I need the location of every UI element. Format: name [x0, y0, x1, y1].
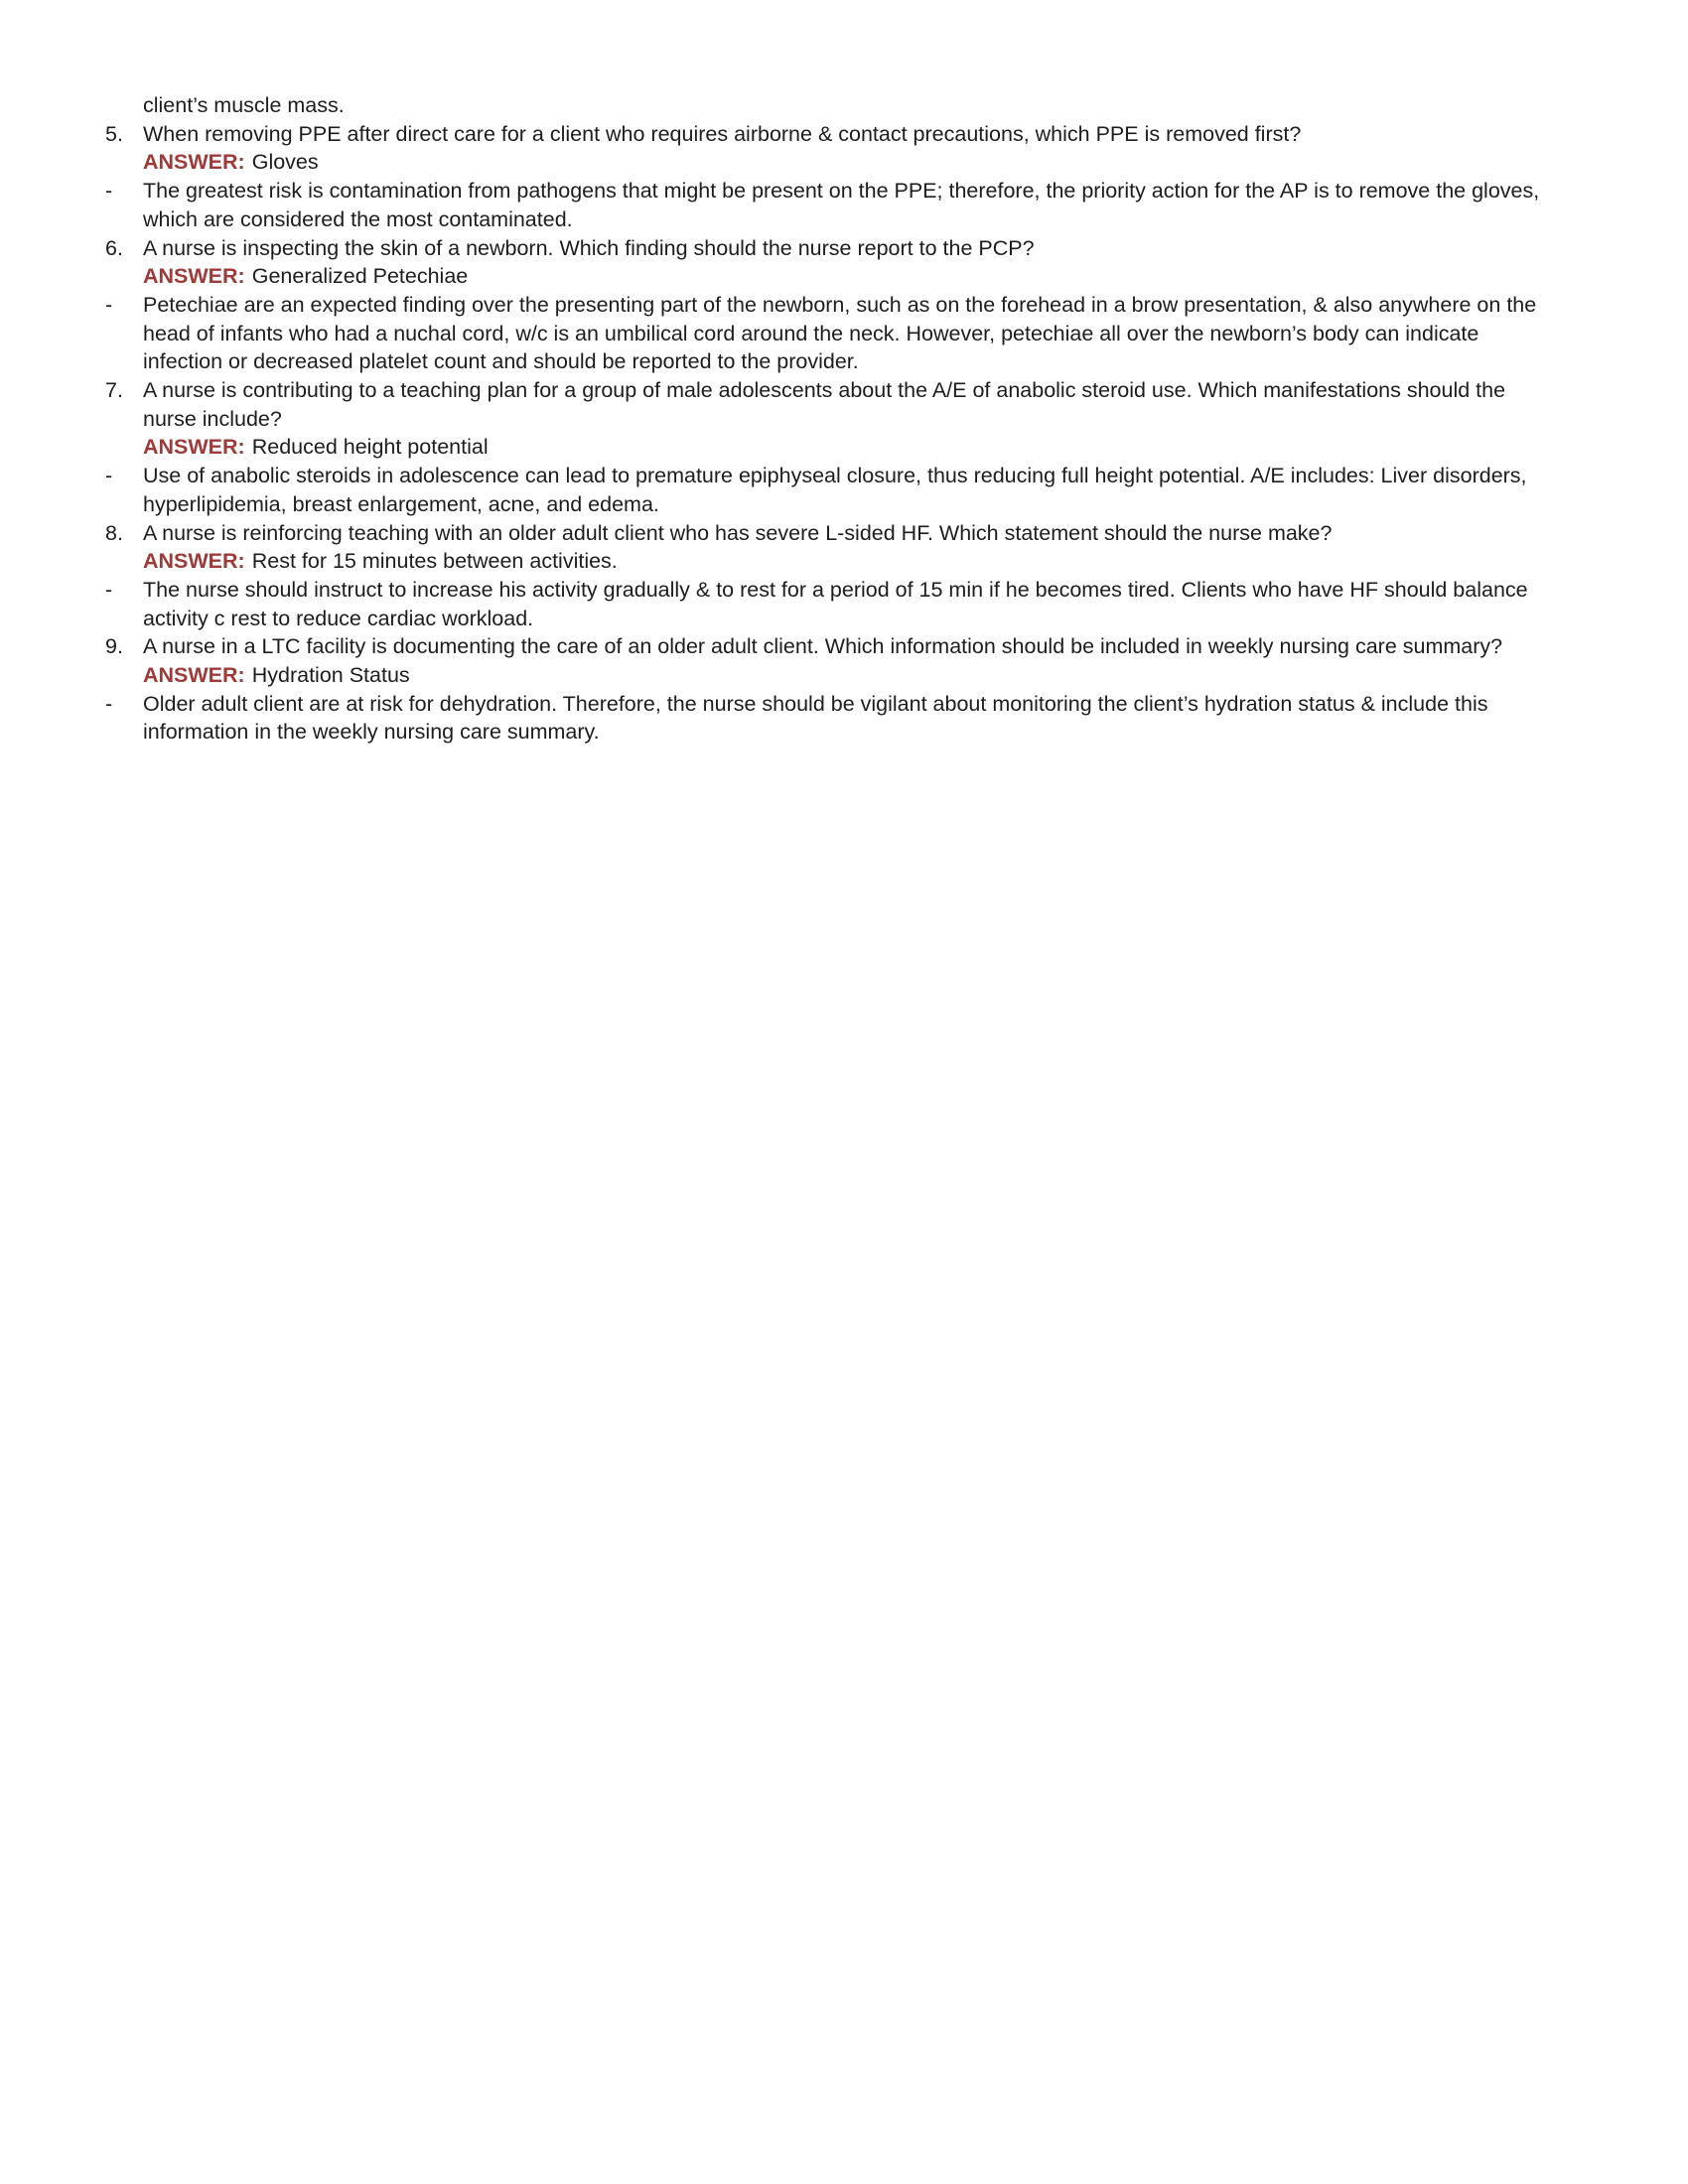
- explanation-dash: -: [105, 691, 113, 716]
- answer-line: [143, 547, 1549, 576]
- explanation-text: Older adult client are at risk for dehydration. Therefore, the nurse should be vigilant about monitoring the client’s hydration status & include this information in the weekly nursing care summary.: [143, 691, 1488, 745]
- continuation-line: client’s muscle mass.: [143, 93, 345, 117]
- question-number: 7.: [105, 378, 123, 403]
- answer-text: Gloves: [251, 150, 319, 175]
- explanation-row: [105, 177, 1549, 233]
- explanation-dash: -: [105, 464, 113, 488]
- answer-label: ANSWER:: [143, 435, 245, 460]
- answer-label: ANSWER:: [143, 663, 245, 688]
- answer-line: [143, 148, 1549, 177]
- question-row: [105, 632, 1549, 689]
- answer-label: ANSWER:: [143, 549, 245, 574]
- continuation-row: [105, 91, 1549, 120]
- explanation-dash: -: [105, 577, 113, 602]
- question-row: [105, 519, 1549, 576]
- explanation-text: The nurse should instruct to increase his activity gradually & to rest for a period of 15 min if he becomes tired. Clients who have HF should balance activity c rest to reduce cardiac workload.: [143, 577, 1528, 630]
- answer-line: [143, 433, 1549, 462]
- explanation-dash: -: [105, 292, 113, 317]
- answer-line: [143, 262, 1549, 291]
- question-text: A nurse is reinforcing teaching with an older adult client who has severe L-sided HF. Which statement should the nurse make?: [143, 520, 1333, 545]
- explanation-row: [105, 291, 1549, 376]
- answer-text: Reduced height potential: [251, 435, 489, 460]
- answer-line: [143, 661, 1549, 690]
- explanation-row: [105, 462, 1549, 518]
- explanation-row: [105, 576, 1549, 632]
- question-number: 6.: [105, 235, 123, 260]
- question-row: [105, 234, 1549, 291]
- question-number: 5.: [105, 121, 123, 146]
- answer-label: ANSWER:: [143, 264, 245, 289]
- answer-text: Rest for 15 minutes between activities.: [251, 549, 618, 574]
- question-text: A nurse is inspecting the skin of a newborn. Which finding should the nurse report to the PCP?: [143, 235, 1035, 260]
- question-row: [105, 120, 1549, 177]
- question-row: [105, 376, 1549, 462]
- explanation-text: The greatest risk is contamination from pathogens that might be present on the PPE; therefore, the priority action for the AP is to remove the gloves, which are considered the most contaminated.: [143, 179, 1540, 231]
- explanation-text: Use of anabolic steroids in adolescence can lead to premature epiphyseal closure, thus reducing full height potential. A/E includes: Liver disorders, hyperlipidemia, breast enlargement, acne, and edema.: [143, 464, 1527, 516]
- answer-label: ANSWER:: [143, 150, 245, 175]
- explanation-text: Petechiae are an expected finding over the presenting part of the newborn, such as on the forehead in a brow presentation, & also anywhere on the head of infants who had a nuchal cord, w/c is an umbilical cord around the neck. However, petechiae all over the newborn’s body can indicate infection or decreased platelet count and should be reported to the provider.: [143, 292, 1537, 374]
- question-text: When removing PPE after direct care for a client who requires airborne & contact precautions, which PPE is removed first?: [143, 121, 1302, 146]
- explanation-row: [105, 690, 1549, 747]
- question-text: A nurse in a LTC facility is documenting the care of an older adult client. Which information should be included in weekly nursing care summary?: [143, 634, 1503, 659]
- question-text: A nurse is contributing to a teaching plan for a group of male adolescents about the A/E of anabolic steroid use. Which manifestations should the nurse include?: [143, 378, 1506, 431]
- explanation-dash: -: [105, 179, 113, 204]
- question-number: 8.: [105, 520, 123, 545]
- answer-text: Hydration Status: [251, 663, 410, 688]
- question-number: 9.: [105, 634, 123, 659]
- answer-text: Generalized Petechiae: [251, 264, 469, 289]
